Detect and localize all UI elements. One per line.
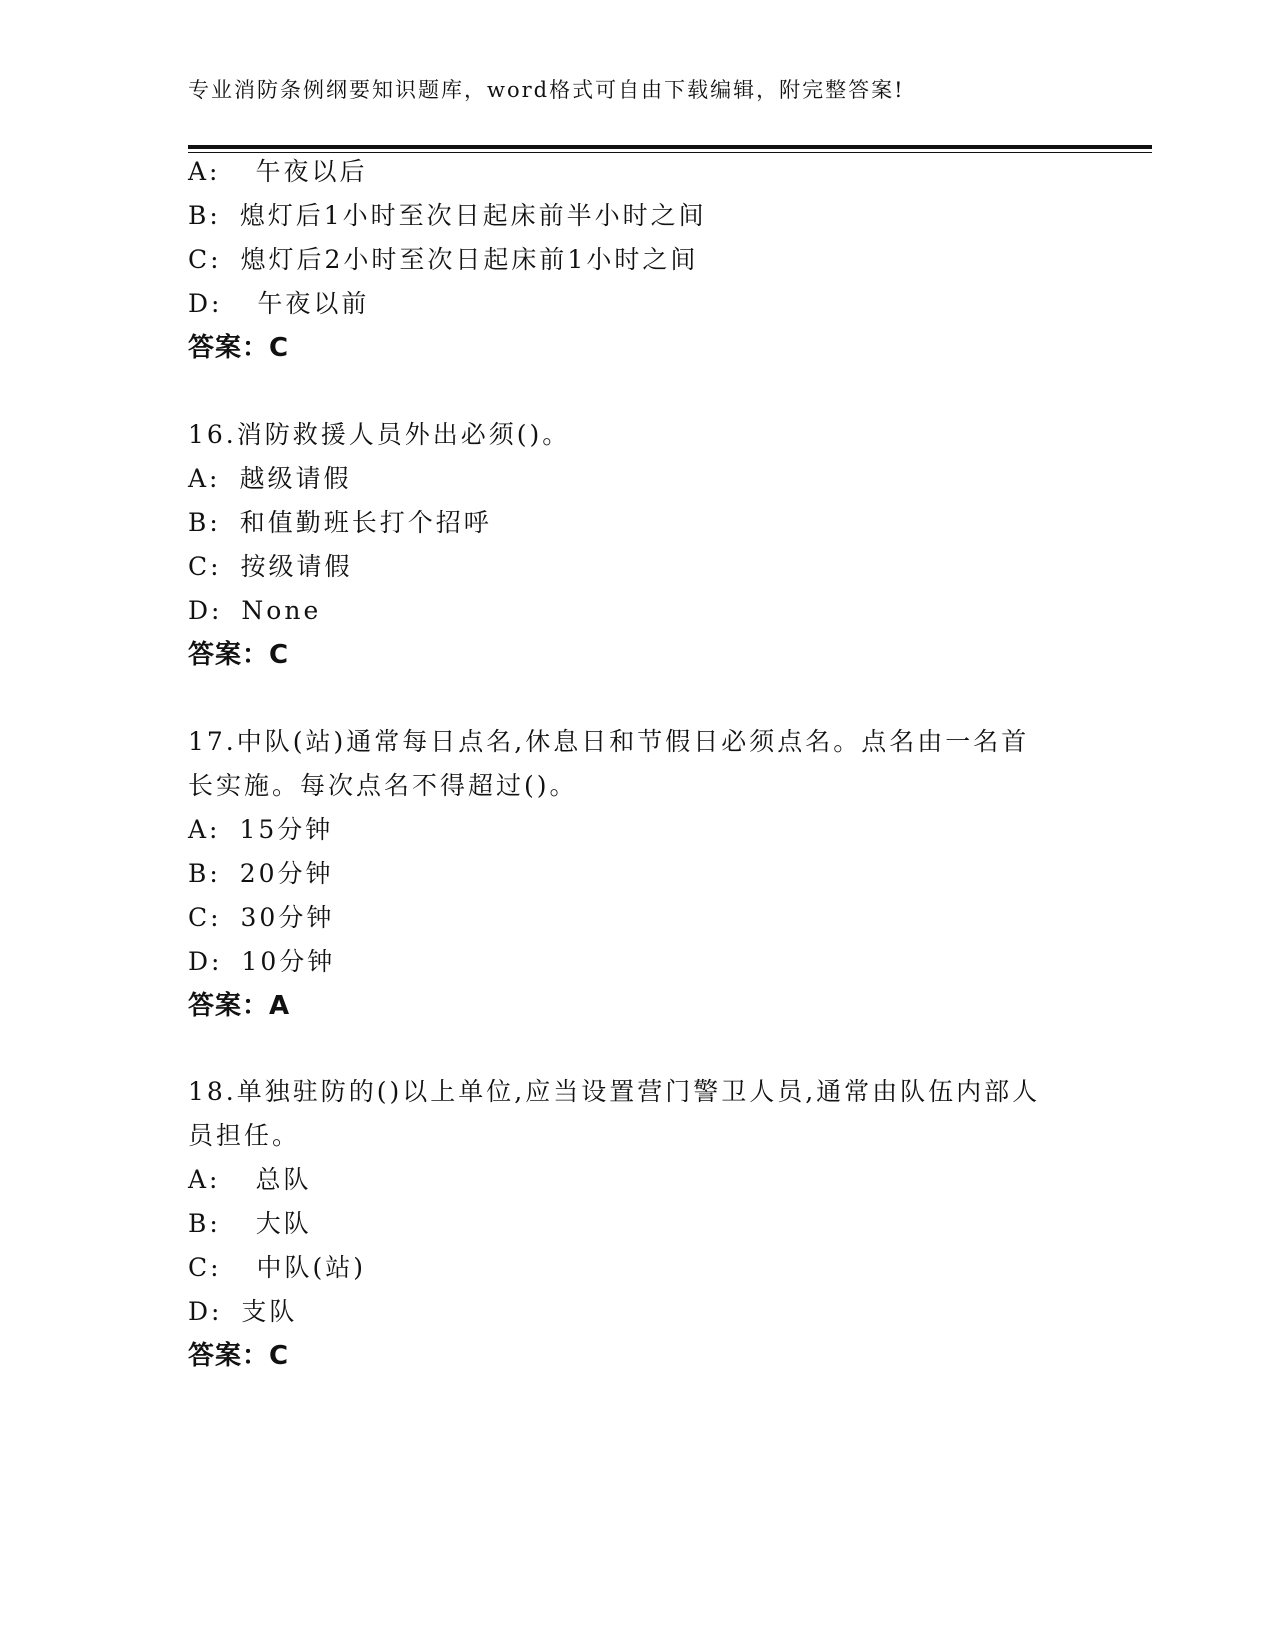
page-header: 专业消防条例纲要知识题库，word格式可自由下载编辑，附完整答案! [188, 78, 905, 102]
option-text: 越级请假 [239, 464, 352, 493]
q17-option-a [188, 815, 333, 845]
q16-option-d [188, 596, 321, 626]
q17-answer: 答案：A [188, 991, 291, 1021]
header-rule-thick [188, 145, 1152, 149]
q15-option-b [188, 201, 707, 231]
q17-option-b [188, 859, 334, 889]
q18-option-b [188, 1209, 312, 1239]
q16-stem: 16.消防救援人员外出必须()。 [188, 420, 571, 449]
option-key: A: [188, 1165, 221, 1194]
option-key: C: [188, 1253, 222, 1282]
option-key: D: [188, 289, 223, 318]
option-text: 总队 [255, 1165, 312, 1194]
q17-stem-line1: 17.中队(站)通常每日点名,休息日和节假日必须点名。点名由一名首 [188, 727, 1030, 756]
option-text: 午夜以后 [255, 157, 368, 186]
option-key: B: [188, 201, 221, 230]
option-text: 20分钟 [239, 859, 334, 888]
q15-option-d [188, 289, 369, 319]
q15-answer: 答案：C [188, 333, 290, 363]
option-text: 30分钟 [240, 903, 335, 932]
option-key: A: [188, 157, 221, 186]
option-text: 支队 [241, 1297, 298, 1326]
option-key: B: [188, 1209, 221, 1238]
q16-answer: 答案：C [188, 640, 290, 670]
option-key: A: [188, 464, 221, 493]
option-key: D: [188, 596, 223, 625]
option-key: C: [188, 245, 222, 274]
q18-stem-line2: 员担任。 [188, 1121, 301, 1150]
q18-stem-line1: 18.单独驻防的()以上单位,应当设置营门警卫人员,通常由队伍内部人 [188, 1077, 1041, 1106]
option-text: 按级请假 [240, 552, 353, 581]
option-text: 15分钟 [239, 815, 334, 844]
option-key: B: [188, 859, 221, 888]
q16-option-a [188, 464, 351, 494]
option-text: 熄灯后2小时至次日起床前1小时之间 [240, 245, 699, 274]
q17-stem-line2: 长实施。每次点名不得超过()。 [188, 771, 578, 800]
q17-option-d [188, 947, 335, 977]
option-key: D: [188, 1297, 223, 1326]
q15-option-c [188, 245, 698, 275]
q18-option-c [188, 1253, 366, 1283]
option-text: 和值勤班长打个招呼 [239, 508, 492, 537]
q18-option-a [188, 1165, 311, 1195]
q16-option-b [188, 508, 492, 538]
q15-option-a [188, 157, 367, 187]
option-text: 熄灯后1小时至次日起床前半小时之间 [239, 201, 707, 230]
option-key: A: [188, 815, 221, 844]
q16-option-c [188, 552, 353, 582]
option-key: B: [188, 508, 221, 537]
option-key: D: [188, 947, 223, 976]
option-text: 午夜以前 [257, 289, 370, 318]
option-text: 大队 [255, 1209, 312, 1238]
header-rule-thin [188, 152, 1152, 153]
q18-answer: 答案：C [188, 1341, 290, 1371]
option-text: 中队(站) [256, 1253, 367, 1282]
q18-option-d [188, 1297, 297, 1327]
option-text: None [241, 596, 322, 625]
option-key: C: [188, 552, 222, 581]
q17-option-c [188, 903, 334, 933]
option-text: 10分钟 [241, 947, 336, 976]
option-key: C: [188, 903, 222, 932]
